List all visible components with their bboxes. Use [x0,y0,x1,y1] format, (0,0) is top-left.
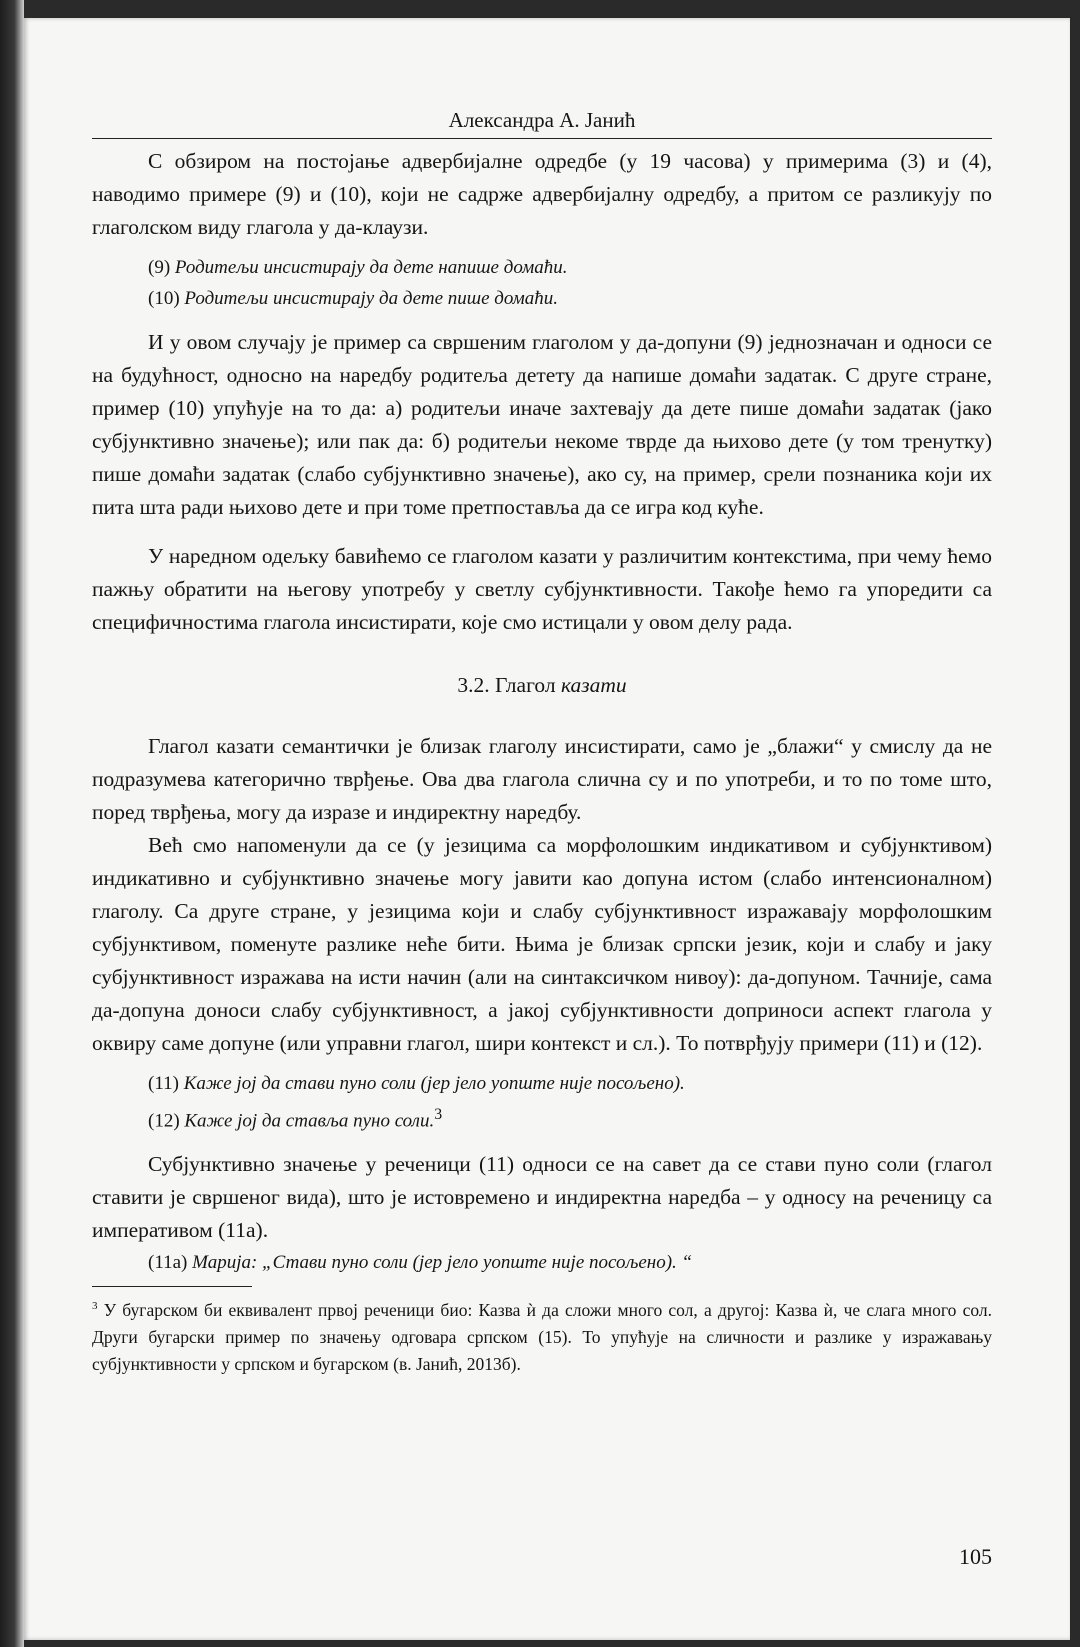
example-12 [92,1099,992,1136]
example-text: Родитељи инсистирају да дете пише домаћи. [184,288,559,309]
footnote-mark: 3 [92,1300,98,1313]
footnote-text: У бугарском би еквивалент првој реченици био: Казва ѝ да сложи много сол, а другој: Казва ѝ, че слага много сол. Други бугарски пример по значењу одговара српском (15). То упућује на сличности и разлике у изражавању субјунктивности у српском и бугарском (в. Јанић, 2013б). [92,1300,993,1375]
examples-11-12 [92,1068,992,1136]
example-number: (11) [148,1073,179,1094]
example-text: Марија: „Стави пуно соли (јер јело уопште није посољено). “ [192,1252,693,1274]
example-text: Каже јој да стави пуно соли (јер јело уопште није посољено). [183,1073,685,1094]
running-head: Александра А. Јанић [92,106,992,139]
page-content [92,106,992,1378]
example-number: (10) [148,288,180,309]
example-11 [92,1068,992,1099]
example-number: (12) [148,1110,180,1132]
paragraph-2: И у овом случају је пример са свршеним глаголом у да-допуни (9) једнозначан и односи се на будућност, односно на наредбу родитеља детету да напише домаћи задатак. С друге стране, пример (10) упућује на то да: а) родитељи иначе захтевају да дете пише домаћи задатак (јако субјунктивно значење); или пак да: б) родитељи некоме тврде да њихово дете (у том тренутку) пише домаћи задатак (слабо субјунктивно значење), ако су, на пример, срели познаника који их пита шта ради њихово дете и при томе претпостављa да се игра код куће. [92,330,992,519]
example-text: Родитељи инсистирају да дете напише домаћи. [174,257,568,278]
example-10 [92,283,992,314]
section-heading-word: казати [560,673,627,697]
example-text: Каже јој да ставља пуно соли. [184,1110,435,1132]
paragraph-6: Субјунктивно значење у реченици (11) односи се на савет да се стави пуно соли (глагол ставити је свршеног вида), што је истовремено и индиректна наредба – у односу на реченицу са императивом (11а). [92,1152,992,1243]
example-11a [92,1247,992,1278]
scan-left-edge [0,0,24,1647]
page-number: 105 [959,1544,992,1569]
section-heading-number: 3.2. Глагол [457,673,556,697]
section-heading [92,669,992,702]
book-page [24,18,1070,1640]
footnote-divider [92,1286,252,1287]
paragraph-4: Глагол казати семантички је близак глаголу инсистирати, само је „блажи“ у смислу да не подразумева категорично тврђење. Ова два глагола слична су и по употреби, и то по томе што, поред тврђења, могу да изразе и индиректну наредбу. [92,734,992,824]
examples-9-10 [92,252,992,314]
example-number: (11а) [148,1252,188,1274]
paragraph-1: С обзиром на постојање адвербијалне одредбе (у 19 часова) у примерима (3) и (4), наводимо примере (9) и (10), који не садрже адвербијалну одредбу, а притом се разликују по глаголском виду глагола у да-клаузи. [92,149,992,239]
example-9 [92,252,992,283]
paragraph-3: У наредном одељку бавићемо се глаголом казати у различитим контекстима, при чему ћемо пажњу обратити на његову употребу у светлу субјунктивности. Такође ћемо га упоредити са специфичностима глагола инсистирати, које смо истицали у овом делу рада. [92,544,992,634]
paragraph-5: Већ смо напоменули да се (у језицима са морфолошким индикативом и субјунктивом) индикативно и субјунктивно значење могу јавити као допуна истом (слабо интенсионалном) глаголу. Са друге стране, у језицима који и слабу субјунктивност изражавају морфолошким субјунктивом, поменуте разлике неће бити. Њима је близак српски језик, који и слабу и јаку субјунктивност изражава на исти начин (али на синтаксичком нивоу): да-допуном. Тачније, сама да-допуна доноси слабу субјунктивност, а јакој субјунктивности доприноси аспект глагола у оквиру саме допуне (или управни глагол, шири контекст и сл.). То потврђују примери (11) и (12). [92,833,992,1055]
example-number: (9) [148,257,171,278]
footnote-3 [92,1293,992,1378]
footnote-reference[interactable]: 3 [434,1106,443,1123]
